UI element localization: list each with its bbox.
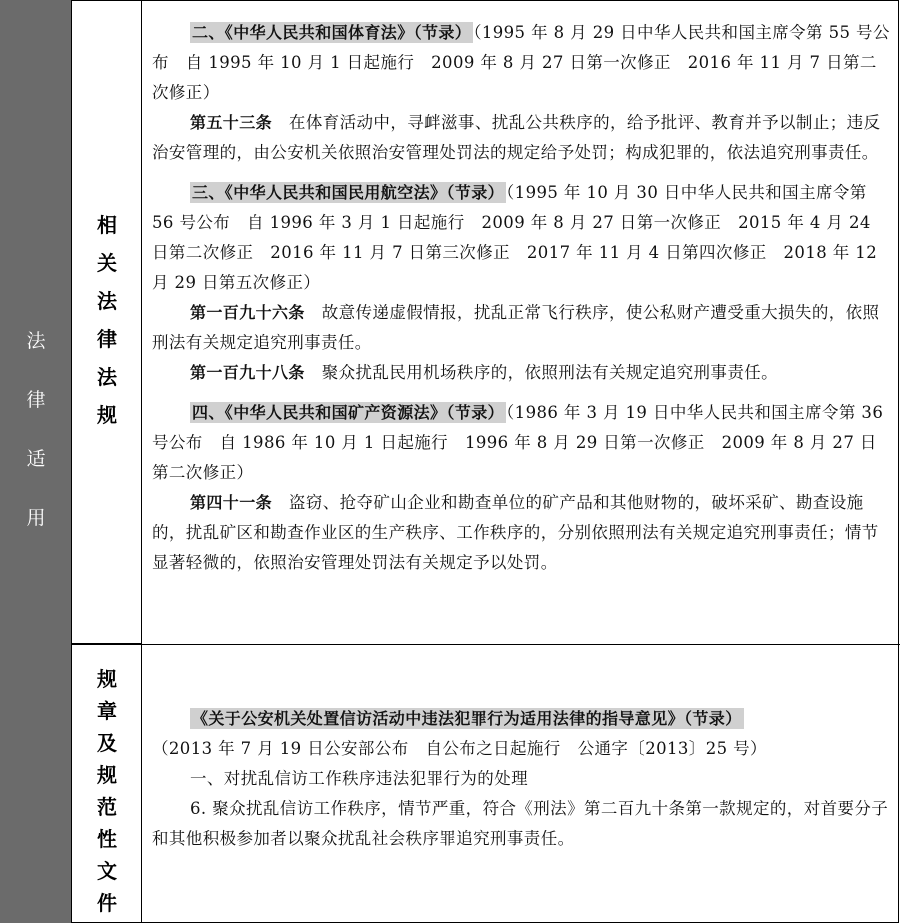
law-label-char: 律 xyxy=(97,327,117,351)
law-info: （1995 年 10 月 30 日中华人民共和国主席令第 56 号公布 自 1996 年 3 月 1 日起施行 2009 年 8 月 27 日第一次修正 2015 年 4 月 24 日第二次修正 2016 年 11 月 7 日第三次修正 2017 年 11 月 4 日第四次修正 2018 年 12 月 29 日第五次修正） xyxy=(152,183,878,292)
reg-label-char: 及 xyxy=(97,731,117,755)
law-info: （1986 年 3 月 19 日中华人民共和国主席令第 36 号公布 自 1986 年 10 月 1 日起施行 1996 年 8 月 29 日第一次修正 2009 年 8 月 27 日第二次修正） xyxy=(152,403,884,482)
article-number: 第四十一条 xyxy=(190,493,273,512)
reg-label-char: 章 xyxy=(97,699,117,723)
law-label-char: 规 xyxy=(97,403,117,427)
regulation-info: （2013 年 7 月 19 日公安部公布 自公布之日起施行 公通字〔2013〕25 号） xyxy=(152,739,767,758)
article-text: 故意传递虚假情报，扰乱正常飞行秩序，使公私财产遭受重大损失的，依照刑法有关规定追究刑事责任。 xyxy=(152,303,880,352)
article-number: 第一百九十八条 xyxy=(190,363,305,382)
law-content xyxy=(152,18,890,578)
outer-category-label xyxy=(0,332,72,528)
article-text: 盗窃、抢夺矿山企业和勘查单位的矿产品和其他财物的，破坏采矿、勘查设施的，扰乱矿区和勘查作业区的生产秩序、工作秩序的，分别依照刑法有关规定追究刑事责任；情节显著轻微的，依照治安管理处罚法有关规定予以处罚。 xyxy=(152,493,879,572)
law-article xyxy=(152,108,890,168)
law-info: （1995 年 8 月 29 日中华人民共和国主席令第 55 号公布 自 1995 年 10 月 1 日起施行 2009 年 8 月 27 日第一次修正 2016 年 11 月 7 日第二次修正） xyxy=(152,23,890,102)
law-article xyxy=(152,298,890,358)
reg-label-char: 件 xyxy=(97,891,117,915)
law-article xyxy=(152,358,890,388)
law-title: 三、《中华人民共和国民用航空法》（节录） xyxy=(192,183,505,202)
article-text: 在体育活动中，寻衅滋事、扰乱公共秩序的，给予批评、教育并予以制止；违反治安管理的，由公安机关依照治安管理处罚法的规定给予处罚；构成犯罪的，依法追究刑事责任。 xyxy=(152,113,881,162)
regulation-title: 《关于公安机关处置信访活动中违法犯罪行为适用法律的指导意见》（节录） xyxy=(192,709,742,728)
article-number: 第五十三条 xyxy=(190,113,273,132)
outer-label-char: 适 xyxy=(26,448,46,470)
law-label-char: 关 xyxy=(97,251,117,275)
law-title: 四、《中华人民共和国矿产资源法》（节录） xyxy=(192,403,505,422)
outer-label-char: 用 xyxy=(26,507,46,529)
law-label-char: 相 xyxy=(97,213,117,237)
regulation-section: 一、对扰乱信访工作秩序违法犯罪行为的处理 xyxy=(190,769,528,788)
regulation-subcategory-label xyxy=(72,669,142,913)
law-heading xyxy=(152,178,890,298)
reg-label-char: 规 xyxy=(97,667,117,691)
law-label-char: 法 xyxy=(97,289,117,313)
regulation-item: 6. 聚众扰乱信访工作秩序，情节严重，符合《刑法》第二百九十条第一款规定的，对首要分子和其他积极参加者以聚众扰乱社会秩序罪追究刑事责任。 xyxy=(152,799,889,848)
regulation-content xyxy=(152,704,890,854)
regulation-heading xyxy=(152,704,890,734)
article-text: 聚众扰乱民用机场秩序的，依照刑法有关规定追究刑事责任。 xyxy=(321,363,779,382)
reg-label-char: 性 xyxy=(97,827,117,851)
law-title: 二、《中华人民共和国体育法》（节录） xyxy=(192,23,472,42)
law-label-char: 法 xyxy=(97,365,117,389)
article-number: 第一百九十六条 xyxy=(190,303,305,322)
reg-label-char: 文 xyxy=(97,859,117,883)
law-heading xyxy=(152,398,890,488)
law-subcategory-label xyxy=(72,215,142,425)
reg-label-char: 规 xyxy=(97,763,117,787)
outer-label-char: 法 xyxy=(26,330,46,352)
outer-label-char: 律 xyxy=(26,389,46,411)
law-article xyxy=(152,488,890,578)
law-heading xyxy=(152,18,890,108)
row-divider xyxy=(72,644,900,645)
reg-label-char: 范 xyxy=(97,795,117,819)
